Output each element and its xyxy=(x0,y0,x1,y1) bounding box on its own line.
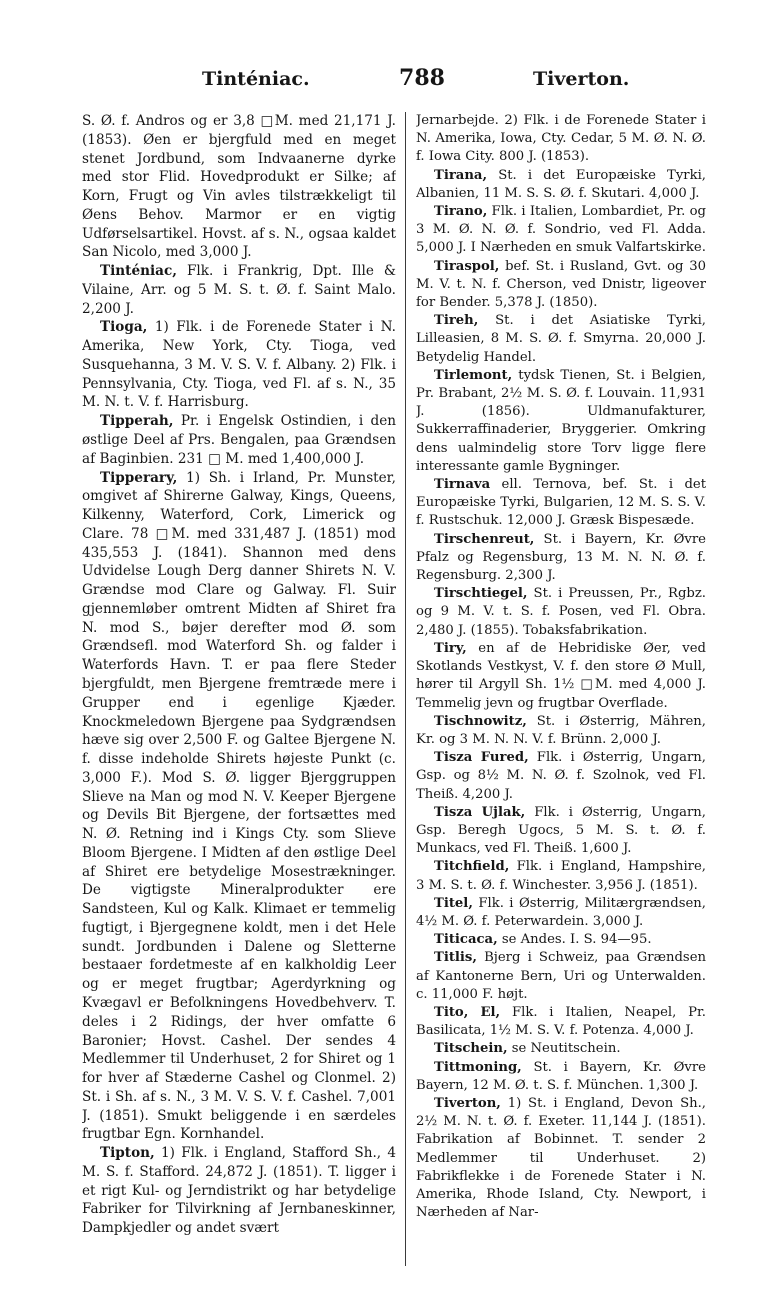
entry-text: Bjerg i Schweiz, paa Grændsen af Kantonerne Bern, Uri og Unterwalden. c. 11,000 F. højt. xyxy=(416,950,706,1002)
entry-headword: Tittmoning, xyxy=(434,1059,522,1075)
dictionary-entry xyxy=(416,749,706,804)
entry-text: en af de Hebridiske Øer, ved Skotlands Vestkyst, V. f. den store Ø Mull, hører til Argyll Sh. 1½ □M. med 4,000 J. Temmelig jevn og frugtbar Overflade. xyxy=(416,640,706,711)
entry-headword: Tireh, xyxy=(434,313,479,329)
entry-text: St. i Preussen, Pr., Rgbz. og 9 M. V. t. S. f. Posen, ved Fl. Obra. 2,480 J. (1855). Tobaksfabrikation. xyxy=(416,586,706,638)
dictionary-entry xyxy=(416,1004,706,1040)
dictionary-entry xyxy=(416,312,706,367)
dictionary-entry xyxy=(82,112,396,262)
entry-headword: Tirana, xyxy=(434,167,488,183)
dictionary-entry xyxy=(416,1040,706,1058)
dictionary-entry xyxy=(82,262,396,318)
entry-text: St. i Bayern, Kr. Øvre Bayern, 12 M. Ø. t. S. f. München. 1,300 J. xyxy=(416,1059,706,1093)
entry-headword: Tiry, xyxy=(434,640,467,656)
entry-headword: Tipton, xyxy=(100,1145,155,1162)
entry-headword: Tiraspol, xyxy=(434,258,500,274)
entry-headword: Tirano, xyxy=(434,204,488,220)
entry-text: se Neutitschein. xyxy=(507,1041,621,1057)
entry-text: Flk. i Frankrig, Dpt. Ille & Vilaine, Arr. og 5 M. S. t. Ø. f. Saint Malo. 2,200 J. xyxy=(82,263,396,317)
entry-headword: Tisza Fured, xyxy=(434,750,529,766)
entry-headword: Titschein, xyxy=(434,1041,508,1057)
header-right-catchword: Tiverton. xyxy=(533,68,630,90)
entry-text: se Andes. I. S. 94—95. xyxy=(497,932,652,948)
entry-headword: Tipperary, xyxy=(100,469,178,486)
dictionary-entry xyxy=(416,949,706,1004)
entry-headword: Tirnava xyxy=(434,477,491,493)
entry-text: 1) St. i England, Devon Sh., 2½ M. N. t. Ø. f. Exeter. 11,144 J. (1851). Fabrikation af Bobinnet. T. sender 2 Medlemmer til Underhuset. 2) Fabrikflekke i de Forenede Stater i N. Amerika, Rhode Island, Cty. Newport, i Nærheden af Nar- xyxy=(416,1095,706,1221)
dictionary-entry xyxy=(416,367,706,476)
header-left-catchword: Tinténiac. xyxy=(202,68,310,90)
entry-text: tydsk Tienen, St. i Belgien, Pr. Brabant, 2½ M. S. Ø. f. Louvain. 11,931 J. (1856). Uldmanufakturer, Sukkerraffinaderier, Bryggerier. Omkring dens ualmindelig store Torv ligge flere interessante gamle Bygninger. xyxy=(416,367,706,474)
dictionary-entry xyxy=(416,804,706,859)
column-divider xyxy=(405,112,406,1266)
entry-text: Jernarbejde. 2) Flk. i de Forenede Stater i N. Amerika, Iowa, Cty. Cedar, 5 M. Ø. N. Ø. f. Iowa City. 800 J. (1853). xyxy=(416,113,706,165)
page-header xyxy=(90,65,768,108)
left-column xyxy=(82,112,396,1270)
entry-text: Flk. i Østerrig, Militærgrændsen, 4½ M. Ø. f. Peterwardein. 3,000 J. xyxy=(416,895,706,929)
dictionary-entry xyxy=(416,531,706,586)
entry-text: S. Ø. f. Andros og er 3,8 □M. med 21,171 J. (1853). Øen er bjergfuld med en meget stenet Jordbund, som Indvaanerne dyrke med stor Flid. Hovedprodukt er Silke; af Korn, Frugt og Vin avles tilstrækkeligt til Øens Behov. Marmor er en vigtig Udførselsartikel. Hovst. af s. N., ogsaa kaldet San Nicolo, med 3,000 J. xyxy=(82,113,396,261)
dictionary-entry xyxy=(416,476,706,531)
entry-text: Flk. i England, Hampshire, 3 M. S. t. Ø. f. Winchester. 3,956 J. (1851). xyxy=(416,859,706,893)
dictionary-entry xyxy=(416,713,706,749)
entry-text: St. i Østerrig, Mähren, Kr. og 3 M. N. N. V. f. Brünn. 2,000 J. xyxy=(416,713,706,747)
dictionary-entry xyxy=(416,585,706,640)
entry-headword: Titchfield, xyxy=(434,859,510,875)
dictionary-entry xyxy=(82,318,396,412)
page-number: 788 xyxy=(399,65,445,91)
dictionary-entry xyxy=(416,895,706,931)
entry-text: ell. Ternova, bef. St. i det Europæiske Tyrki, Bulgarien, 12 M. S. S. V. f. Rustschuk. 12,000 J. Græsk Bispesæde. xyxy=(416,477,706,529)
entry-headword: Titicaca, xyxy=(434,932,498,948)
entry-headword: Tito, El, xyxy=(434,1004,501,1020)
entry-headword: Tisza Ujlak, xyxy=(434,804,526,820)
dictionary-entry xyxy=(416,931,706,949)
entry-headword: Tiverton, xyxy=(434,1095,501,1111)
entry-text: Flk. i Italien, Neapel, Pr. Basilicata, 1½ M. S. V. f. Potenza. 4,000 J. xyxy=(416,1004,706,1039)
entry-text: 1) Sh. i Irland, Pr. Munster, omgivet af Shirerne Galway, Kings, Queens, Kilkenny, Waterford, Cork, Limerick og Clare. 78 □M. med 331,487 J. (1851) mod 435,553 J. (1841). Shannon med dens Udvidelse Lough Derg danner Shirets N. V. Grændse mod Clare og Galway. Fl. Suir gjennemløber omtrent Midten af Shiret fra N. mod S., bøjer derefter mod Ø. som Grændsefl. mod Waterford Sh. og falder i Waterfords Havn. T. er paa flere Steder bjergfuldt, men Bjergene fremtræde mere i Grupper end i egenlige Kjæder. Knockmeledown Bjergene paa Sydgrændsen hæve sig over 2,500 F. og Galtee Bjergene N. f. disse indeholde Shirets højeste Punkt (c. 3,000 F.). Mod S. Ø. ligger Bjerggruppen Slieve na Man og mod N. V. Keeper Bjergene og Devils Bit Bjergene, der fortsættes med N. Ø. Retning ind i Kings Cty. som Slieve Bloom Bjergene. I Midten af den østlige Deel af Shiret ere betydelige Mosestrækninger. De vigtigste Mineralprodukter ere Sandsteen, Kul og Kalk. Klimaet er temmelig fugtigt, i Bjergegnene koldt, men i det Hele sundt. Jordbunden i Dalene og Sletterne bestaaer fordetmeste af en kalkholdig Leer og er meget frugtbar; Agerdyrkning og Kvægavl er Befolkningens Hovedbehverv. T. deles i 2 Ridings, der hver omfatte 6 Baronier; Hovst. Cashel. Der sendes 4 Medlemmer til Underhuset, 2 for Shiret og 1 for hver af Stæderne Cashel og Clonmel. 2) St. i Sh. af s. N., 3 M. V. S. V. f. Cashel. 7,001 J. (1851). Smukt beliggende i en særdeles frugtbar Egn. Kornhandel. xyxy=(82,469,396,1143)
entry-headword: Tinténiac, xyxy=(100,263,177,280)
dictionary-entry xyxy=(82,1144,396,1238)
entry-headword: Tipperah, xyxy=(100,413,174,430)
entry-text: Pr. i Engelsk Ostindien, i den østlige Deel af Prs. Bengalen, paa Grændsen af Baginbien. 231 □ M. med 1,400,000 J. xyxy=(82,413,396,467)
entry-text: 1) Flk. i England, Stafford Sh., 4 M. S. f. Stafford. 24,872 J. (1851). T. ligger i et rigt Kul- og Jerndistrikt og har betydelige Fabriker for Tilvirkning af Jernbaneskinner, Dampkjedler og andet svært xyxy=(82,1145,396,1237)
dictionary-entry xyxy=(416,1095,706,1222)
entry-text: Flk. i Italien, Lombardiet, Pr. og 3 M. Ø. N. Ø. f. Sondrio, ved Fl. Adda. 5,000 J. I Nærheden en smuk Valfartskirke. xyxy=(416,204,706,256)
entry-headword: Titlis, xyxy=(434,950,477,966)
entry-text: Flk. i Østerrig, Ungarn, Gsp. Beregh Ugocs, 5 M. S. t. Ø. f. Munkacs, ved Fl. Theiß. 1,600 J. xyxy=(416,804,706,857)
entry-headword: Tioga, xyxy=(100,319,148,336)
entry-text: 1) Flk. i de Forenede Stater i N. Amerika, New York, Cty. Tioga, ved Susquehanna, 3 M. V. S. V. f. Albany. 2) Flk. i Pennsylvania, Cty. Tioga, ved Fl. af s. N., 35 M. N. t. V. f. Harrisburg. xyxy=(82,319,396,411)
right-column xyxy=(416,112,706,1270)
entry-headword: Tischnowitz, xyxy=(434,713,527,729)
dictionary-entry xyxy=(416,167,706,203)
entry-text: Flk. i Østerrig, Ungarn, Gsp. og 8½ M. N. Ø. f. Szolnok, ved Fl. Theiß. 4,200 J. xyxy=(416,750,706,802)
entry-text: St. i Bayern, Kr. Øvre Pfalz og Regensburg, 13 M. N. N. Ø. f. Regensburg. 2,300 J. xyxy=(416,531,706,584)
dictionary-entry xyxy=(416,858,706,894)
dictionary-entry xyxy=(416,112,706,167)
dictionary-entry xyxy=(416,1059,706,1095)
dictionary-entry xyxy=(416,203,706,258)
entry-headword: Titel, xyxy=(434,895,473,911)
entry-text: St. i det Europæiske Tyrki, Albanien, 11 M. S. S. Ø. f. Skutari. 4,000 J. xyxy=(416,167,706,201)
entry-text: bef. St. i Rusland, Gvt. og 30 M. V. t. N. f. Cherson, ved Dnistr, ligeover for Bender. 5,378 J. (1850). xyxy=(416,258,706,311)
entry-headword: Tirschenreut, xyxy=(434,531,535,547)
entry-text: St. i det Asiatiske Tyrki, Lilleasien, 8 M. S. Ø. f. Smyrna. 20,000 J. Betydelig Handel. xyxy=(416,313,706,365)
entry-headword: Tirlemont, xyxy=(434,367,513,383)
entry-headword: Tirschtiegel, xyxy=(434,586,528,602)
dictionary-entry xyxy=(416,258,706,313)
dictionary-entry xyxy=(416,640,706,713)
dictionary-entry xyxy=(82,469,396,1145)
dictionary-entry xyxy=(82,412,396,468)
